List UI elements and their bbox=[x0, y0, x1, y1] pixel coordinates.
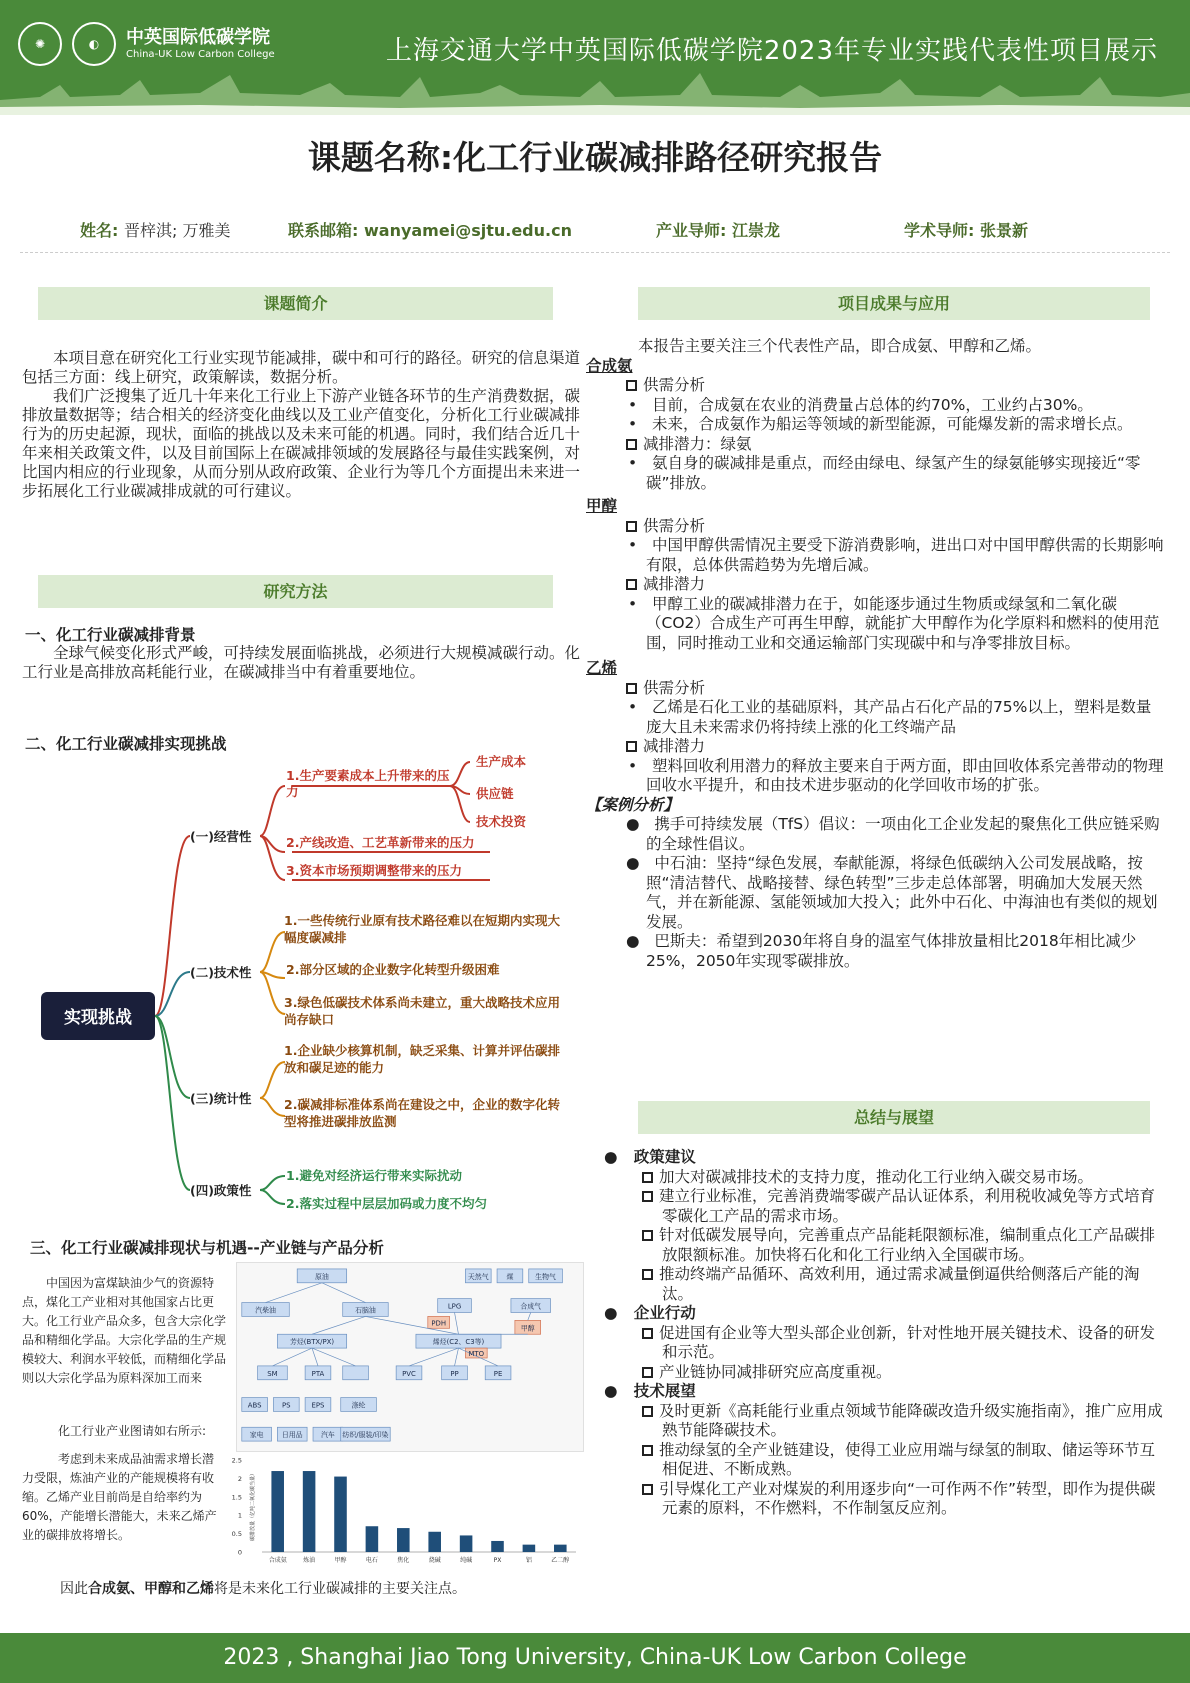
mindmap-branch-1: (一)经营性 bbox=[190, 829, 252, 844]
flow-syngas: 合成气 bbox=[520, 1302, 542, 1311]
bar bbox=[271, 1471, 284, 1552]
y-axis-label: 碳排放量（亿吨二氧化碳当量） bbox=[250, 1470, 256, 1542]
policy-item-4: 推动终端产品循环、高效利用，通过需求减量倒逼供给侧落后产能的淘汰。 bbox=[604, 1265, 1170, 1304]
mindmap-b4-item-1: 1.避免对经济运行带来实际扰动 bbox=[286, 1168, 462, 1183]
checkbox-icon bbox=[626, 741, 637, 752]
checkbox-icon bbox=[642, 1191, 653, 1202]
ethylene-outlook-text: 考虑到未来成品油需求增长潜力受限，炼油产业的产能规模将有收缩。乙烯产业目前尚是自给率约为60%，产能增长潜能大，未来乙烯产业的碳排放将增长。 bbox=[22, 1452, 217, 1542]
mindmap-b4-item-2: 2.落实过程中层层加码或力度不均匀 bbox=[286, 1196, 487, 1211]
industry-mentor: 产业导师: 江崇龙 bbox=[656, 221, 780, 240]
checkbox-icon bbox=[642, 1269, 653, 1280]
flow-eps: EPS bbox=[311, 1401, 325, 1410]
x-tick-label: 烧碱 bbox=[428, 1557, 441, 1564]
divider bbox=[20, 252, 1170, 253]
checkbox-icon bbox=[626, 380, 637, 391]
page-title: 课题名称:化工行业碳减排路径研究报告 bbox=[307, 138, 883, 177]
industry-chain-diagram bbox=[236, 1262, 584, 1452]
bar bbox=[554, 1545, 567, 1552]
flow-methanol: 甲醇 bbox=[520, 1324, 535, 1333]
mindmap-b2-item-2: 2.部分区域的企业数字化转型升级困难 bbox=[286, 962, 500, 977]
section-summary-header: 总结与展望 bbox=[638, 1101, 1150, 1134]
footer: 2023 , Shanghai Jiao Tong University, China-UK Low Carbon College bbox=[0, 1633, 1190, 1683]
checkbox-icon bbox=[642, 1484, 653, 1495]
y-tick-label: 0.5 bbox=[231, 1530, 242, 1539]
enterprise-item-2: 产业链协同减排研究应高度重视。 bbox=[604, 1363, 1170, 1383]
ammonia-heading: 合成氨 bbox=[586, 356, 633, 375]
enterprise-item-1: 促进国有企业等大型头部企业创新，针对性地开展关键技术、设备的研发和示范。 bbox=[604, 1324, 1170, 1363]
sjtu-seal-logo: ✺ bbox=[18, 22, 62, 66]
challenges-mindmap bbox=[30, 752, 570, 1222]
checkbox-icon bbox=[626, 579, 637, 590]
flow-lpg: LPG bbox=[447, 1302, 462, 1311]
flow-pvc: PVC bbox=[402, 1369, 416, 1378]
enterprise-heading: ● 企业行动 bbox=[604, 1304, 696, 1322]
bar bbox=[303, 1471, 316, 1552]
methanol-bullet-1: • 中国甲醇供需情况主要受下游消费影响，进出口对中国甲醇供需的长期影响有限，总体供需趋势为先增后减。 bbox=[628, 536, 1164, 574]
policy-item-3: 针对低碳发展导向，完善重点产品能耗限额标准，编制重点化工产品碳排放限额标准。加快将石化和化工行业纳入全国碳市场。 bbox=[604, 1226, 1170, 1265]
methanol-supply-demand: 供需分析 bbox=[586, 517, 1166, 537]
methanol-potential: 减排潜力 bbox=[586, 575, 1166, 595]
x-tick-label: 焦化 bbox=[397, 1557, 410, 1564]
x-tick-label: PX bbox=[493, 1557, 502, 1564]
student-names: 姓名: 晋梓淇; 万雅美 bbox=[80, 221, 231, 240]
section-intro-header: 课题简介 bbox=[38, 287, 553, 320]
mindmap-root-label: 实现挑战 bbox=[64, 1008, 132, 1028]
flow-natural-gas: 天然气 bbox=[467, 1272, 489, 1281]
subsection-1-title: 一、化工行业碳减排背景 bbox=[25, 626, 196, 644]
emission-bar-chart bbox=[226, 1452, 582, 1574]
x-tick-label: 铝 bbox=[525, 1557, 532, 1564]
bar bbox=[397, 1528, 410, 1552]
case-1: ● 携手可持续发展（TfS）倡议：一项由化工企业发起的聚焦化工供应链采购的全球性倡议。 bbox=[626, 815, 1160, 853]
checkbox-icon bbox=[642, 1172, 653, 1183]
industry-text: 中国因为富煤缺油少气的资源特点，煤化工产业相对其他国家占比更大。化工行业产品众多，包含大宗化学品和精细化学品。大宗化学品的生产规模较大、利润水平较低，而精细化学品则以大宗化学品为原料深加工而来 bbox=[22, 1276, 227, 1385]
ammonia-bullet-1: • 目前，合成氨在农业的消费量占总体的约70%，工业约占30%。 bbox=[628, 395, 1093, 414]
y-tick-label: 2.5 bbox=[231, 1456, 242, 1465]
flow-crude-oil: 原油 bbox=[315, 1272, 329, 1281]
flow-coal: 煤 bbox=[506, 1272, 514, 1281]
flow-polyester: 涤纶 bbox=[351, 1401, 366, 1410]
section-method-header: 研究方法 bbox=[38, 575, 553, 608]
summary-content bbox=[604, 1148, 1170, 1519]
industry-chart-note: 化工行业产业图请如右所示: bbox=[58, 1424, 207, 1438]
bar bbox=[491, 1541, 504, 1552]
flow-pdh: PDH bbox=[431, 1319, 447, 1328]
bar bbox=[428, 1532, 441, 1552]
y-tick-label: 2 bbox=[237, 1474, 242, 1483]
methanol-bullet-2: • 甲醇工业的碳减排潜力在于，如能逐步通过生物质或绿氢和二氧化碳（CO2）合成生产可再生甲醇，就能扩大甲醇作为化学原料和燃料的使用范围，同时推动工业和交通运输部门实现碳中和与净零排放目标。 bbox=[628, 594, 1160, 652]
x-tick-label: 电石 bbox=[365, 1557, 378, 1564]
flow-pta: PTA bbox=[311, 1369, 325, 1378]
ammonia-bullet-2: • 未来，合成氨作为船运等领域的新型能源，可能爆发新的需求增长点。 bbox=[628, 415, 1133, 433]
flow-ps: PS bbox=[282, 1401, 291, 1410]
flow-biogas: 生物气 bbox=[535, 1272, 556, 1281]
flow-aromatics: 芳烃(BTX/PX) bbox=[289, 1338, 335, 1347]
checkbox-icon bbox=[642, 1367, 653, 1378]
flow-diesel: 汽柴油 bbox=[255, 1306, 276, 1315]
flow-olefins: 烯烃(C2、C3等) bbox=[432, 1338, 485, 1347]
ethylene-bullet-1: • 乙烯是石化工业的基础原料，其产品占石化产品的75%以上，塑料是数量庞大且未来需求仍将持续上涨的化工终端产品 bbox=[628, 698, 1152, 736]
section-results-header: 项目成果与应用 bbox=[638, 287, 1150, 320]
x-tick-label: 甲醇 bbox=[334, 1557, 347, 1564]
checkbox-icon bbox=[626, 683, 637, 694]
tech-item-2: 推动绿氢的全产业链建设，使得工业应用端与绿氢的制取、储运等环节互相促进、不断成熟。 bbox=[604, 1441, 1170, 1480]
contact-email: 联系邮箱: wanyamei@sjtu.edu.cn bbox=[288, 221, 572, 240]
ammonia-bullet-3: • 氨自身的碳减排是重点，而经由绿电、绿氢产生的绿氨能够实现接近“零碳”排放。 bbox=[628, 454, 1141, 492]
mindmap-b1-leaf-c: 技术投资 bbox=[476, 814, 527, 829]
checkbox-icon bbox=[626, 439, 637, 450]
ethylene-heading: 乙烯 bbox=[586, 659, 618, 677]
x-tick-label: 炼油 bbox=[303, 1557, 316, 1564]
methanol-heading: 甲醇 bbox=[586, 497, 618, 515]
x-tick-label: 合成氨 bbox=[268, 1557, 287, 1564]
bar bbox=[334, 1477, 347, 1552]
y-tick-label: 1.5 bbox=[231, 1493, 242, 1502]
results-intro: 本报告主要关注三个代表性产品，即合成氨、甲醇和乙烯。 bbox=[638, 337, 1042, 355]
mindmap-branch-4: (四)政策性 bbox=[190, 1183, 252, 1198]
checkbox-icon bbox=[642, 1406, 653, 1417]
subsection-3-title: 三、化工行业碳减排现状与机遇--产业链与产品分析 bbox=[30, 1239, 384, 1257]
checkbox-icon bbox=[642, 1328, 653, 1339]
header-title: 上海交通大学中英国际低碳学院2023年专业实践代表性项目展示 bbox=[385, 36, 1158, 66]
results-content bbox=[586, 337, 1166, 971]
flow-textile: 纺织/服装/印染 bbox=[342, 1431, 389, 1440]
policy-item-1: 加大对碳减排技术的支持力度，推动化工行业纳入碳交易市场。 bbox=[604, 1168, 1170, 1188]
ammonia-potential: 减排潜力：绿氨 bbox=[586, 435, 1166, 455]
checkbox-icon bbox=[642, 1230, 653, 1241]
mindmap-b1-item-1: 1.生产要素成本上升带来的压力 bbox=[286, 768, 450, 799]
flow-abs: ABS bbox=[247, 1401, 262, 1410]
bar bbox=[366, 1526, 379, 1552]
header-banner bbox=[0, 0, 1190, 115]
case-2: ● 中石油：坚持“绿色发展，奉献能源，将绿色低碳纳入公司发展战略，按照“清洁替代、战略接替、绿色转型”三步走总体部署，明确加大发展天然气，并在新能源、氢能领域加大投入；此外中石化、中海油也有类似的规划发展。 bbox=[626, 854, 1158, 931]
bar bbox=[523, 1545, 536, 1552]
mindmap-b1-leaf-a: 生产成本 bbox=[476, 754, 527, 769]
case-analysis-heading: 【案例分析】 bbox=[586, 795, 680, 814]
mindmap-b2-item-1: 1.一些传统行业原有技术路径难以在短期内实现大幅度碳减排 bbox=[284, 913, 560, 945]
academic-mentor: 学术导师: 张景新 bbox=[904, 221, 1028, 240]
mindmap-branch-3: (三)统计性 bbox=[190, 1091, 252, 1106]
flow-pp: PP bbox=[450, 1369, 459, 1378]
x-tick-label: 纯碱 bbox=[460, 1557, 473, 1564]
tech-heading: ● 技术展望 bbox=[604, 1382, 696, 1400]
case-3: ● 巴斯夫：希望到2030年将自身的温室气体排放量相比2018年相比减少25%，2050年实现零碳排放。 bbox=[626, 932, 1137, 970]
subsection-1-text: 全球气候变化形式严峻，可持续发展面临挑战，必须进行大规模减碳行动。化工行业是高排放高耗能行业，在碳减排当中有着重要地位。 bbox=[22, 644, 581, 681]
flow-sm: SM bbox=[267, 1369, 278, 1378]
policy-item-2: 建立行业标准，完善消费端零碳产品认证体系，利用税收减免等方式培育零碳化工产品的需求市场。 bbox=[604, 1187, 1170, 1226]
college-logo: ◐ bbox=[72, 22, 116, 66]
policy-heading: ● 政策建议 bbox=[604, 1148, 696, 1166]
ethylene-supply-demand: 供需分析 bbox=[586, 679, 1166, 699]
intro-text: 本项目意在研究化工行业实现节能减排，碳中和可行的路径。研究的信息渠道包括三方面：线上研究，政策解读，数据分析。 我们广泛搜集了近几十年来化工行业上下游产业链各环节的生产消费数据，碳排放量数据等；结合相关的经济变化曲线以及工业产值变化，分析化工行业碳减排行为的历史起源，现状，面临的挑战以及未来可能的机遇。同时，我们结合近几十年来相关政策文件，以及目前国际上在碳减排领域的发展路径与最佳实践案例，对比国内相应的行业现象，从而分别从政府政策、企业行为等几个方面提出未来进一步拓展化工行业碳减排成就的可行建议。 bbox=[22, 349, 581, 500]
flow-pe: PE bbox=[493, 1369, 503, 1378]
tech-item-3: 引导煤化工产业对煤炭的利用逐步向“一可作两不作”转型，即作为提供碳元素的原料，不作燃料，不作制氢反应剂。 bbox=[604, 1480, 1170, 1519]
flow-daily-goods: 日用品 bbox=[281, 1431, 303, 1440]
tech-item-1: 及时更新《高耗能行业重点领域节能降碳改造升级实施指南》，推广应用成熟节能降碳技术。 bbox=[604, 1402, 1170, 1441]
checkbox-icon bbox=[642, 1445, 653, 1456]
flow-mto: MTO bbox=[468, 1350, 485, 1359]
mindmap-b3-item-2: 2.碳减排标准体系尚在建设之中，企业的数字化转型将推进碳排放监测 bbox=[284, 1097, 560, 1129]
key-products-conclusion: 因此合成氨、甲醇和乙烯将是未来化工行业碳减排的主要关注点。 bbox=[60, 1581, 466, 1597]
flow-naphtha: 石脑油 bbox=[355, 1306, 376, 1315]
mindmap-b2-item-3: 3.绿色低碳技术体系尚未建立，重大战略技术应用尚存缺口 bbox=[284, 995, 560, 1027]
x-tick-label: 乙二醇 bbox=[551, 1557, 570, 1564]
ammonia-supply-demand: 供需分析 bbox=[586, 376, 1166, 396]
bar bbox=[460, 1535, 473, 1552]
flow-appliances: 家电 bbox=[249, 1431, 264, 1440]
college-name: 中英国际低碳学院 China-UK Low Carbon College bbox=[126, 27, 275, 60]
y-tick-label: 1 bbox=[237, 1511, 242, 1520]
subsection-2-title: 二、化工行业碳减排实现挑战 bbox=[25, 735, 227, 753]
flow-auto: 汽车 bbox=[320, 1431, 335, 1440]
mindmap-branch-2: (二)技术性 bbox=[190, 965, 252, 980]
ethylene-bullet-2: • 塑料回收利用潜力的释放主要来自于两方面，即由回收体系完善带动的物理回收水平提升，和由技术进步驱动的化学回收市场的扩张。 bbox=[628, 756, 1164, 794]
mindmap-b1-item-2: 2.产线改造、工艺革新带来的压力 bbox=[286, 835, 475, 850]
mindmap-b3-item-1: 1.企业缺少核算机制，缺乏采集、计算并评估碳排放和碳足迹的能力 bbox=[284, 1043, 560, 1075]
mindmap-b1-leaf-b: 供应链 bbox=[476, 786, 514, 801]
y-tick-label: 0 bbox=[237, 1548, 242, 1557]
checkbox-icon bbox=[626, 521, 637, 532]
mindmap-b1-item-3: 3.资本市场预期调整带来的压力 bbox=[286, 863, 462, 878]
ethylene-potential: 减排潜力 bbox=[586, 737, 1166, 757]
